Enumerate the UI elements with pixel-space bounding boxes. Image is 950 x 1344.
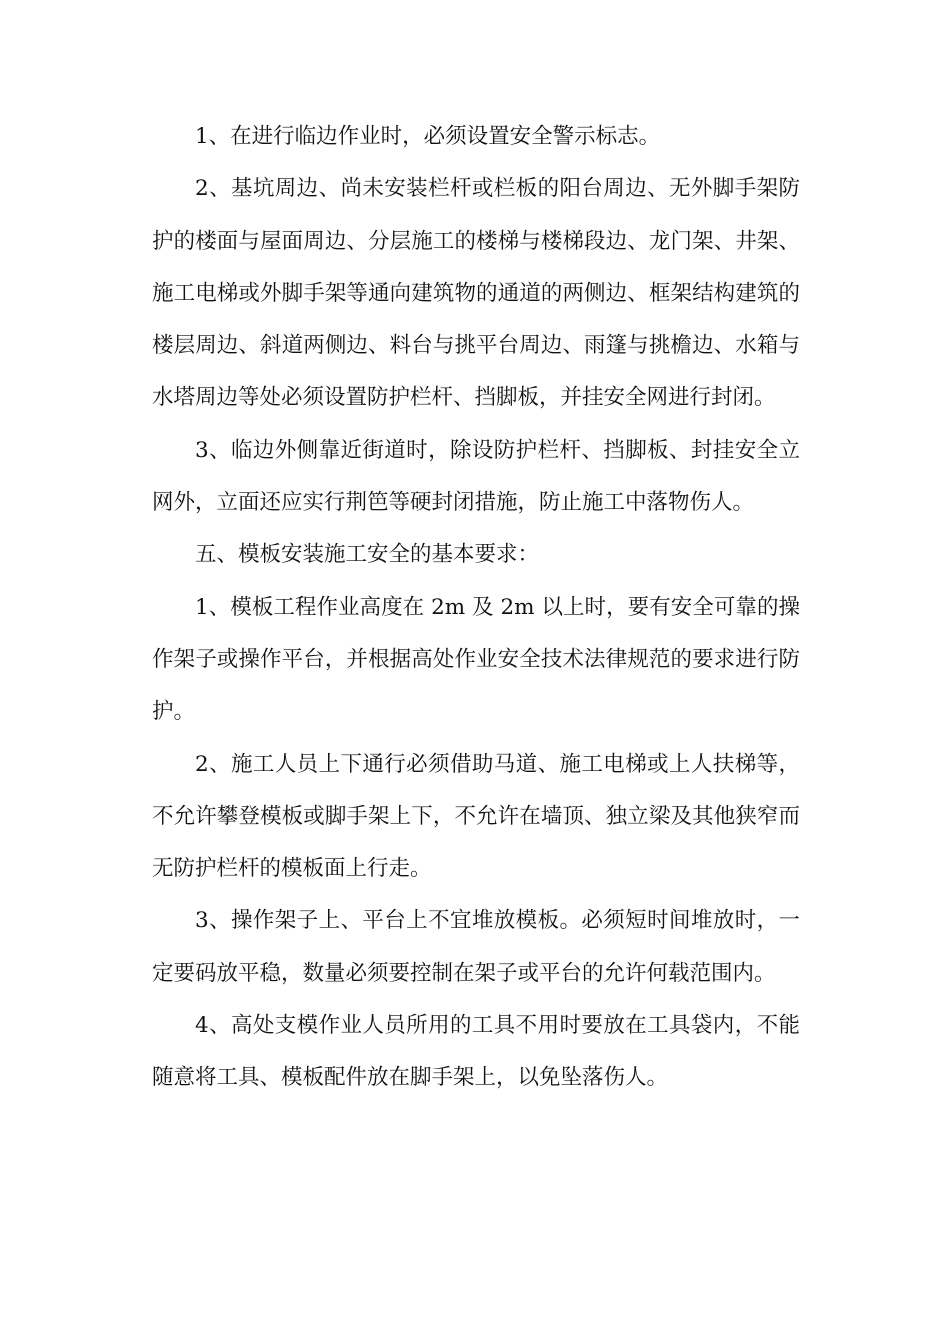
paragraph-access-routes: 2、施工人员上下通行必须借助马道、施工电梯或上人扶梯等，不允许攀登模板或脚手架上下，不允许在墙顶、独立梁及其他狭窄而无防护栏杆的模板面上行走。: [152, 751, 800, 882]
paragraph-street-side: 3、临边外侧靠近街道时，除设防护栏杆、挡脚板、封挂安全立网外，立面还应实行荆笆等硬封闭措施，防止施工中落物伤人。: [152, 437, 800, 516]
paragraph-guardrails: 2、基坑周边、尚未安装栏杆或栏板的阳台周边、无外脚手架防护的楼面与屋面周边、分层施工的楼梯与楼梯段边、龙门架、井架、施工电梯或外脚手架等通向建筑物的通道的两侧边、框架结构建筑的楼层周边、斜道两侧边、料台与挑平台周边、雨篷与挑檐边、水箱与水塔周边等处必须设置防护栏杆、挡脚板，并挂安全网进行封闭。: [152, 176, 800, 411]
paragraph-stacking-formwork: 3、操作架子上、平台上不宜堆放模板。必须短时间堆放时，一定要码放平稳，数量必须要控制在架子或平台的允许何载范围内。: [152, 908, 800, 986]
document-body: [152, 111, 800, 1105]
paragraph-tool-bags: 4、高处支模作业人员所用的工具不用时要放在工具袋内，不能随意将工具、模板配件放在脚手架上，以免坠落伤人。: [152, 1013, 800, 1091]
section-heading-formwork-safety: 五、模板安装施工安全的基本要求：: [195, 542, 540, 568]
paragraph-warning-signs: 1、在进行临边作业时，必须设置安全警示标志。: [195, 124, 661, 149]
paragraph-working-height: 1、模板工程作业高度在 2m 及 2m 以上时，要有安全可靠的操作架子或操作平台，并根据高处作业安全技术法律规范的要求进行防护。: [152, 594, 800, 725]
